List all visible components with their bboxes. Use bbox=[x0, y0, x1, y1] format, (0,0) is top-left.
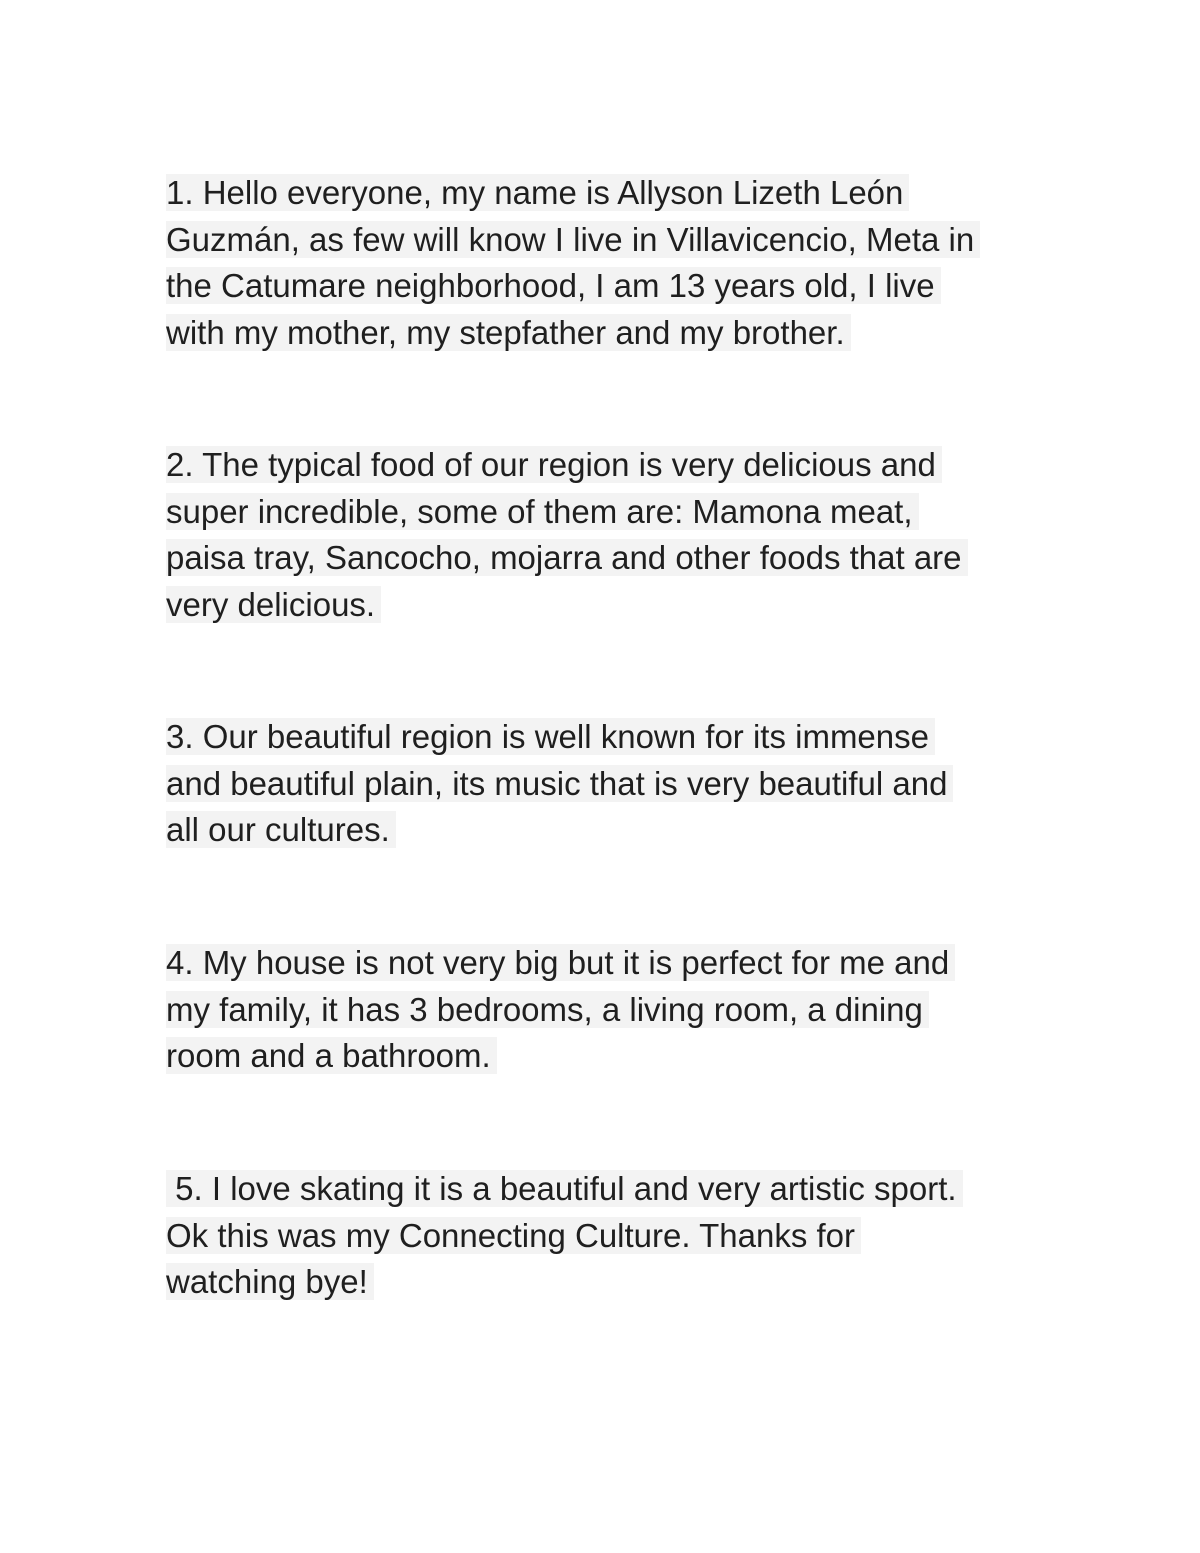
line-text: the Catumare neighborhood, I am 13 years old, I live bbox=[166, 267, 941, 304]
line-text: 5. I love skating it is a beautiful and very artistic sport. bbox=[166, 1170, 963, 1207]
paragraph-line bbox=[166, 442, 1046, 489]
paragraph-line bbox=[166, 1259, 1046, 1306]
paragraph-line bbox=[166, 582, 1046, 629]
line-text: watching bye! bbox=[166, 1263, 374, 1300]
paragraph-line bbox=[166, 489, 1046, 536]
paragraph-2 bbox=[166, 442, 1046, 628]
paragraph-line bbox=[166, 217, 1046, 264]
line-text: room and a bathroom. bbox=[166, 1037, 497, 1074]
paragraph-5 bbox=[166, 1166, 1046, 1306]
line-text: 3. Our beautiful region is well known for its immense bbox=[166, 718, 935, 755]
paragraph-line bbox=[166, 1166, 1046, 1213]
line-text: Ok this was my Connecting Culture. Thanks for bbox=[166, 1217, 861, 1254]
line-text: 4. My house is not very big but it is perfect for me and bbox=[166, 944, 955, 981]
line-text: Guzmán, as few will know I live in Villavicencio, Meta in bbox=[166, 221, 980, 258]
line-text: paisa tray, Sancocho, mojarra and other foods that are bbox=[166, 539, 968, 576]
paragraph-4 bbox=[166, 940, 1046, 1080]
paragraph-line bbox=[166, 535, 1046, 582]
line-text: 1. Hello everyone, my name is Allyson Lizeth León bbox=[166, 174, 909, 211]
line-text: and beautiful plain, its music that is very beautiful and bbox=[166, 765, 953, 802]
line-text: my family, it has 3 bedrooms, a living room, a dining bbox=[166, 991, 929, 1028]
line-text: super incredible, some of them are: Mamona meat, bbox=[166, 493, 919, 530]
paragraph-1 bbox=[166, 170, 1046, 356]
paragraph-line bbox=[166, 987, 1046, 1034]
paragraph-line bbox=[166, 714, 1046, 761]
paragraph-line bbox=[166, 1213, 1046, 1260]
line-text: 2. The typical food of our region is very delicious and bbox=[166, 446, 942, 483]
line-text: with my mother, my stepfather and my brother. bbox=[166, 314, 851, 351]
paragraph-line bbox=[166, 807, 1046, 854]
line-text: all our cultures. bbox=[166, 811, 396, 848]
paragraph-line bbox=[166, 1033, 1046, 1080]
paragraph-line bbox=[166, 263, 1046, 310]
paragraph-3 bbox=[166, 714, 1046, 854]
paragraph-line bbox=[166, 310, 1046, 357]
paragraph-line bbox=[166, 761, 1046, 808]
paragraph-line bbox=[166, 940, 1046, 987]
line-text: very delicious. bbox=[166, 586, 381, 623]
paragraph-line bbox=[166, 170, 1046, 217]
